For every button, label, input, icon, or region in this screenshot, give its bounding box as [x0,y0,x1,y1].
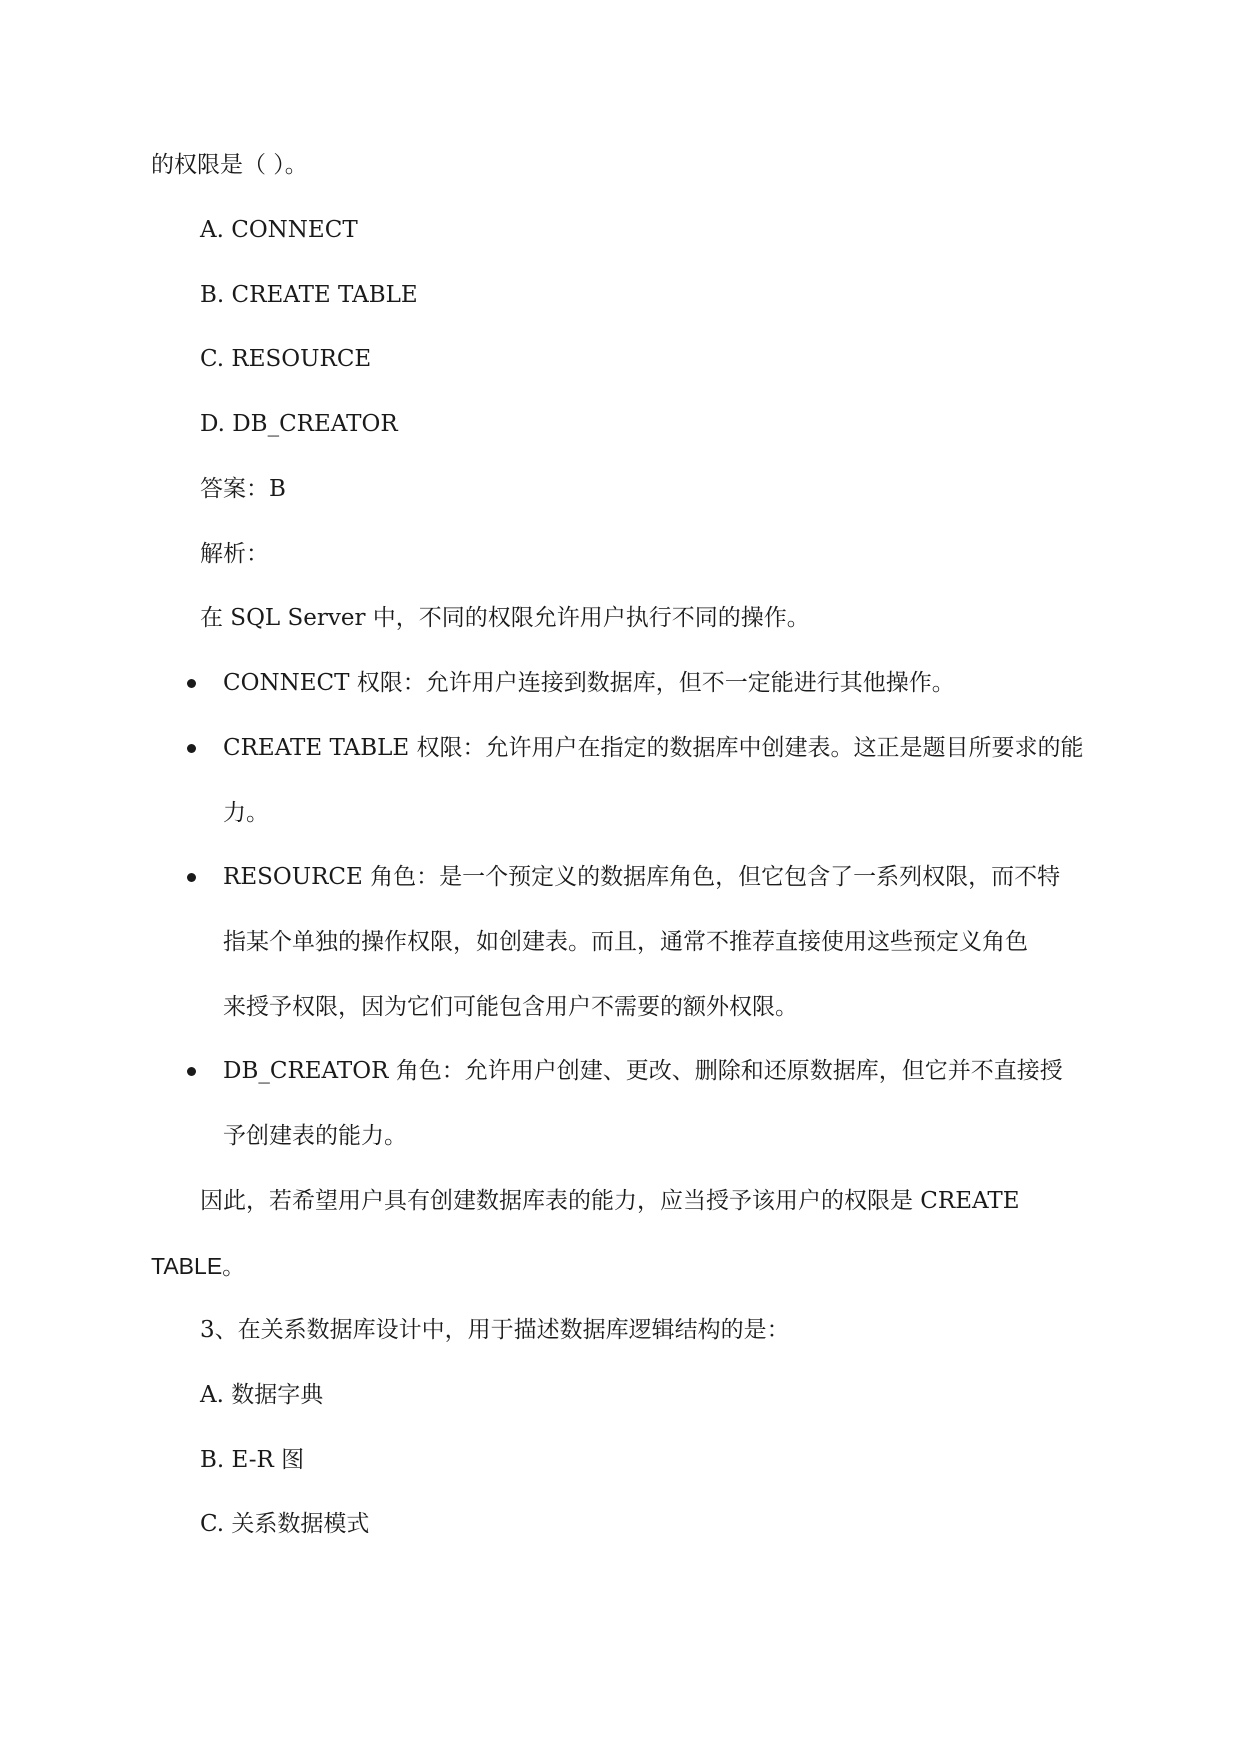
option-a: A. CONNECT [200,217,358,243]
bullet-resource-line: RESOURCE 角色：是一个预定义的数据库角色，但它包含了一系列权限，而不特 [223,864,1061,890]
conclusion-line: 因此，若希望用户具有创建数据库表的能力，应当授予该用户的权限是 CREATE [200,1188,1020,1214]
option-c: C. 关系数据模式 [200,1511,370,1537]
bullet-marker [187,744,196,753]
bullet-marker [187,1067,196,1076]
answer: 答案：B [200,476,286,502]
option-b: B. E-R 图 [200,1447,305,1473]
bullet-marker [187,873,196,882]
bullet-create-table-line: CREATE TABLE 权限：允许用户在指定的数据库中创建表。这正是题目所要求的能 [223,735,1084,761]
analysis-label: 解析： [200,541,269,567]
option-d: D. DB_CREATOR [200,411,398,437]
question-continuation: 的权限是（ ）。 [151,152,308,178]
analysis-intro: 在 SQL Server 中，不同的权限允许用户执行不同的操作。 [200,605,810,631]
bullet-resource-line: 来授予权限，因为它们可能包含用户不需要的额外权限。 [223,994,798,1020]
bullet-connect-line: CONNECT 权限：允许用户连接到数据库，但不一定能进行其他操作。 [223,670,955,696]
option-c: C. RESOURCE [200,346,372,372]
bullet-db-creator-line: DB_CREATOR 角色：允许用户创建、更改、删除和还原数据库，但它并不直接授 [223,1058,1063,1084]
option-b: B. CREATE TABLE [200,282,418,308]
bullet-create-table-line: 力。 [223,800,269,826]
bullet-resource-line: 指某个单独的操作权限，如创建表。而且，通常不推荐直接使用这些预定义角色 [223,929,1028,955]
bullet-marker [187,679,196,688]
conclusion-line: TABLE。 [151,1253,246,1279]
question-3: 3、在关系数据库设计中，用于描述数据库逻辑结构的是： [200,1317,790,1343]
option-a: A. 数据字典 [200,1382,324,1408]
bullet-db-creator-line: 予创建表的能力。 [223,1123,407,1149]
